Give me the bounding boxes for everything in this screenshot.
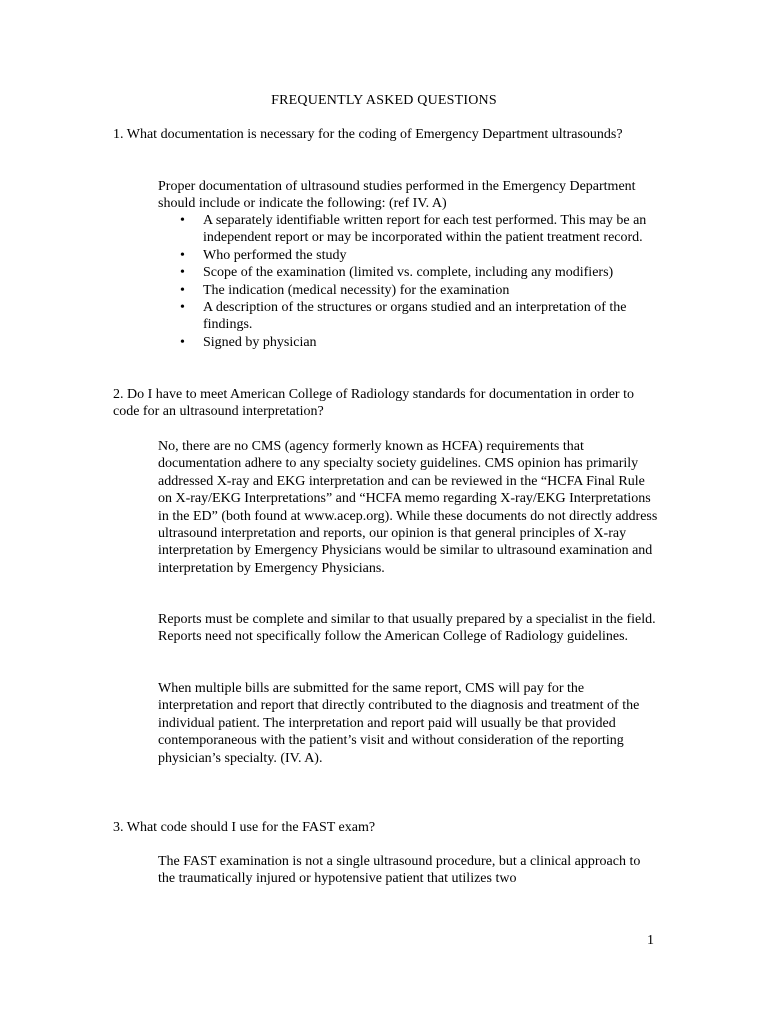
question-2-paragraph-2: Reports must be complete and similar to that usually prepared by a specialist in the field. Reports need not specifically follow the American College of Radiology guidelines. — [158, 612, 656, 645]
page-title: FREQUENTLY ASKED QUESTIONS — [271, 93, 497, 108]
bullet-icon: • — [180, 282, 185, 298]
list-item-text: Who performed the study — [203, 247, 347, 263]
question-1: 1. What documentation is necessary for the coding of Emergency Department ultrasounds? — [113, 127, 623, 142]
list-item — [158, 264, 658, 281]
list-item — [158, 282, 658, 299]
question-2-paragraph-3: When multiple bills are submitted for the same report, CMS will pay for the interpretation and report that directly contributed to the diagnosis and treatment of the individual patient. The interpretation and report paid will usually be that provided contemporaneous with the patient’s visit and without consideration of the reporting physician’s specialty. (IV. A). — [158, 681, 640, 766]
list-item-text: A separately identifiable written report for each test performed. This may be an independent report or may be incorporated within the patient treatment record. — [203, 213, 647, 246]
list-item — [158, 247, 658, 264]
list-item — [158, 334, 658, 351]
question-3-paragraph-1: The FAST examination is not a single ultrasound procedure, but a clinical approach to the traumatically injured or hypotensive patient that utilizes two — [158, 854, 641, 887]
list-item — [158, 212, 658, 247]
page-number: 1 — [647, 933, 654, 948]
question-2: 2. Do I have to meet American College of Radiology standards for documentation in order to code for an ultrasound interpretation? — [113, 387, 634, 420]
bullet-icon: • — [180, 300, 185, 316]
question-1-bullet-list — [158, 212, 658, 351]
bullet-icon: • — [180, 213, 185, 228]
question-3: 3. What code should I use for the FAST exam? — [113, 820, 376, 835]
list-item-text: Scope of the examination (limited vs. complete, including any modifiers) — [203, 265, 614, 281]
list-item — [158, 299, 658, 334]
question-2-paragraph-1: No, there are no CMS (agency formerly known as HCFA) requirements that documentation adhere to any specialty society guidelines. CMS opinion has primarily addressed X-ray and EKG interpretation and can be reviewed in the “HCFA Final Rule on X-ray/EKG Interpretations” and “HCFA memo regarding X-ray/EKG Interpretations in the ED” (both found at www.acep.org). While these documents do not directly address ultrasound interpretation and reports, our opinion is that general principles of X-ray interpretation by Emergency Physicians would be similar to ultrasound examination and interpretation by Emergency Physicians. — [158, 439, 658, 576]
bullet-icon: • — [180, 265, 185, 281]
list-item-text: The indication (medical necessity) for the examination — [203, 282, 510, 298]
question-1-intro: Proper documentation of ultrasound studies performed in the Emergency Department should include or indicate the following: (ref IV. A) — [158, 179, 636, 212]
bullet-icon: • — [180, 247, 185, 263]
list-item-text: Signed by physician — [203, 334, 317, 350]
list-item-text: A description of the structures or organs studied and an interpretation of the findings. — [203, 300, 627, 333]
bullet-icon: • — [180, 334, 185, 350]
